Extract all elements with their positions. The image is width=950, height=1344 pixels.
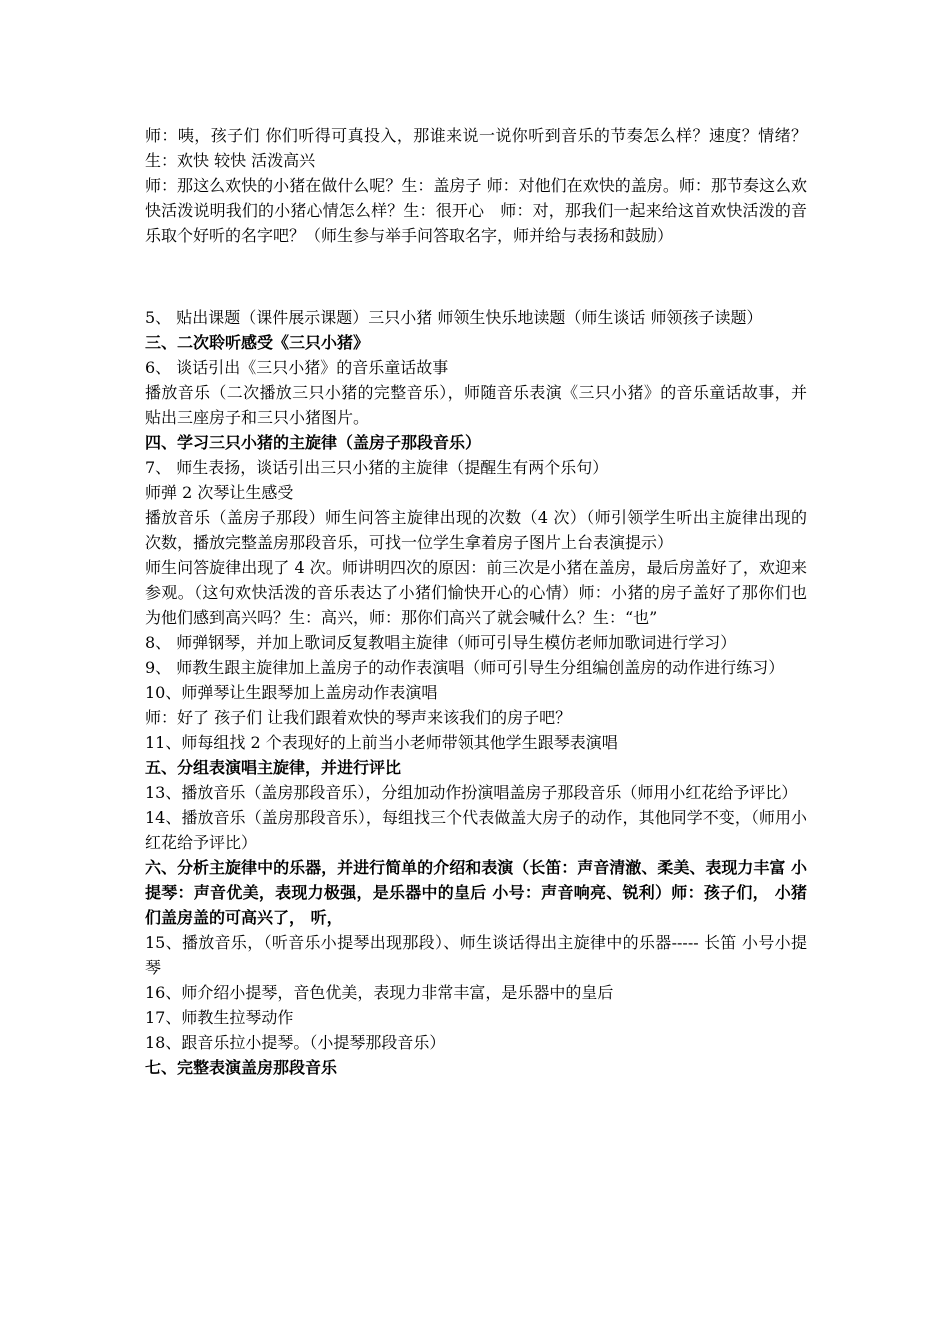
document-page: [145, 123, 807, 1080]
paragraph: 播放音乐（盖房子那段）师生问答主旋律出现的次数（4 次）（师引领学生听出主旋律出现的次数，播放完整盖房那段音乐，可找一位学生拿着房子图片上台表演提示）: [145, 508, 807, 552]
paragraph: 10、师弹琴让生跟琴加上盖房动作表演唱: [145, 683, 438, 702]
paragraph: 师弹 2 次琴让生感受: [145, 483, 294, 502]
numbered-step: 6、 谈话引出《三只小猪》的音乐童话故事: [145, 358, 449, 377]
paragraph: 11、师每组找 2 个表现好的上前当小老师带领其他学生跟琴表演唱: [145, 733, 618, 752]
paragraph: 16、师介绍小提琴，音色优美，表现力非常丰富，是乐器中的皇后: [145, 983, 614, 1002]
paragraph: 14、播放音乐（盖房那段音乐），每组找三个代表做盖大房子的动作，其他同学不变，（师用小红花给予评比）: [145, 808, 807, 852]
section-heading: 四、学习三只小猪的主旋律（盖房子那段音乐）: [145, 433, 482, 452]
blank-line: [145, 264, 807, 289]
paragraph: 师生问答旋律出现了 4 次。师讲明四次的原因：前三次是小猪在盖房，最后房盖好了，欢迎来参观。（这句欢快活泼的音乐表达了小猪们愉快开心的心情）师：小猪的房子盖好了那你们也为他们感到高兴吗？生：高兴，师：那你们高兴了就会喊什么？生：“也”: [145, 558, 807, 627]
paragraph: 18、跟音乐拉小提琴。（小提琴那段音乐）: [145, 1033, 446, 1052]
paragraph: 13、播放音乐（盖房那段音乐），分组加动作扮演唱盖房子那段音乐（师用小红花给予评比）: [145, 783, 798, 802]
numbered-step: 9、 师教生跟主旋律加上盖房子的动作表演唱（师可引导生分组编创盖房的动作进行练习）: [145, 658, 785, 677]
paragraph: 师：那这么欢快的小猪在做什么呢？生：盖房子 师：对他们在欢快的盖房。师：那节奏这么欢快活泼说明我们的小猪心情怎么样？生：很开心 师：对，那我们一起来给这首欢快活泼的音乐取个好听的名字吧？（师生参与举手问答取名字，师并给与表扬和鼓励）: [145, 176, 807, 245]
section-heading: 六、分析主旋律中的乐器，并进行简单的介绍和表演（长笛：声音清澈、柔美、表现力丰富 小提琴：声音优美，表现力极强，是乐器中的皇后 小号：声音响亮、锐利）师：孩子们， 小猪们盖房盖的可高兴了， 听，: [145, 858, 807, 927]
paragraph: 师：咦，孩子们 你们听得可真投入，那谁来说一说你听到音乐的节奏怎么样？速度？情绪？生：欢快 较快 活泼高兴: [145, 126, 807, 170]
section-heading: 七、完整表演盖房那段音乐: [145, 1058, 338, 1077]
numbered-step: 7、 师生表扬，谈话引出三只小猪的主旋律（提醒生有两个乐句）: [145, 458, 609, 477]
section-heading: 三、二次聆听感受《三只小猪》: [145, 333, 370, 352]
numbered-step: 5、 贴出课题（课件展示课题）三只小猪 师领生快乐地读题（师生谈话 师领孩子读题）: [145, 308, 763, 327]
numbered-step: 8、 师弹钢琴，并加上歌词反复教唱主旋律（师可引导生模仿老师加歌词进行学习）: [145, 633, 737, 652]
paragraph: 师：好了 孩子们 让我们跟着欢快的琴声来该我们的房子吧？: [145, 708, 572, 727]
paragraph: 17、师教生拉琴动作: [145, 1008, 294, 1027]
paragraph: 15、播放音乐，（听音乐小提琴出现那段）、师生谈话得出主旋律中的乐器----- 长笛 小号小提琴: [145, 933, 807, 977]
section-heading: 五、分组表演唱主旋律，并进行评比: [145, 758, 402, 777]
paragraph: 播放音乐（二次播放三只小猪的完整音乐），师随音乐表演《三只小猪》的音乐童话故事，并贴出三座房子和三只小猪图片。: [145, 383, 807, 427]
